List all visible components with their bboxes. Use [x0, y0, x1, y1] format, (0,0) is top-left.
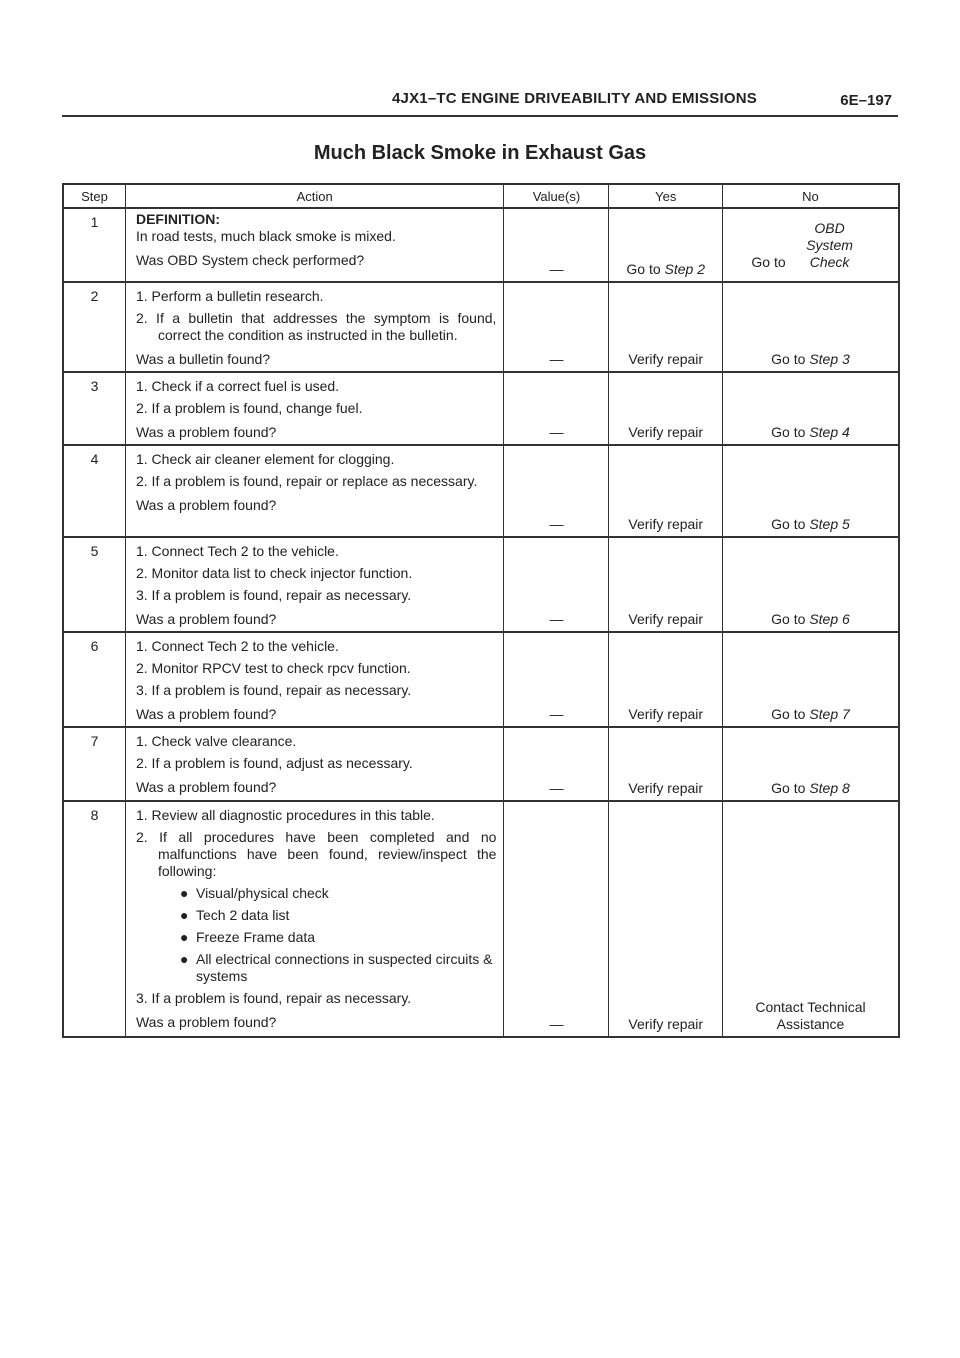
list-item: 1. Check air cleaner element for clogging. [135, 451, 395, 467]
no-cell [722, 727, 899, 801]
no-cell [722, 445, 899, 537]
action-cell [125, 282, 503, 372]
no-step-ref: Step 4 [809, 424, 850, 440]
list-item: 1. Connect Tech 2 to the vehicle. [135, 543, 339, 559]
bullet-item [136, 951, 496, 985]
question: Was a problem found? [135, 424, 277, 440]
no-text: Go to [771, 424, 810, 440]
bullet-icon: ● [179, 885, 189, 901]
list-item: 3. If a problem is found, repair as necessary. [135, 990, 412, 1006]
table-row [63, 632, 899, 727]
bullet-item [136, 929, 496, 946]
question: Was a problem found? [135, 497, 277, 513]
question: Was a problem found? [135, 611, 277, 627]
value-cell: — [504, 727, 609, 801]
bullet-text: Tech 2 data list [195, 907, 290, 923]
no-text: Go to [771, 351, 810, 367]
bullet-text: Visual/physical check [195, 885, 329, 901]
action-cell [125, 537, 503, 632]
list-item: 2. If a problem is found, repair or replace as necessary. [135, 473, 478, 489]
action-cell [125, 632, 503, 727]
list-item: 1. Perform a bulletin research. [135, 288, 324, 304]
no-cell: Contact Technical Assistance [722, 801, 899, 1037]
list-item: 2. If all procedures have been completed and no malfunctions have been found, review/inspect the following: [135, 829, 497, 879]
table-header-row [63, 184, 899, 208]
page-title: Much Black Smoke in Exhaust Gas [313, 142, 647, 164]
table-row [63, 537, 899, 632]
no-cell [722, 372, 899, 445]
no-step-ref: Step 8 [809, 780, 850, 796]
bullet-text: All electrical connections in suspected circuits & systems [195, 951, 493, 984]
yes-cell: Verify repair [609, 727, 723, 801]
table-row [63, 727, 899, 801]
no-text: Go to [771, 780, 810, 796]
question: Was a problem found? [135, 779, 277, 795]
page-number: 6E–197 [840, 92, 892, 109]
value-cell: — [504, 801, 609, 1037]
table-row [63, 801, 899, 1037]
no-cell [722, 208, 899, 282]
action-cell [125, 445, 503, 537]
yes-cell: Verify repair [609, 372, 723, 445]
action-cell [125, 372, 503, 445]
step-number: 3 [63, 372, 125, 445]
table-row [63, 208, 899, 282]
table-row [63, 282, 899, 372]
yes-cell: Verify repair [609, 632, 723, 727]
value-cell: — [504, 208, 609, 282]
action-cell [125, 727, 503, 801]
no-cell [722, 537, 899, 632]
table-row [63, 445, 899, 537]
yes-step-ref: Step 2 [664, 261, 706, 277]
list-item: 1. Check if a correct fuel is used. [135, 378, 340, 394]
yes-cell: Verify repair [609, 282, 723, 372]
table-row [63, 372, 899, 445]
question: Was OBD System check performed? [135, 252, 365, 268]
no-text: Go to [771, 611, 810, 627]
step-number: 6 [63, 632, 125, 727]
list-item: 2. Monitor RPCV test to check rpcv function. [135, 660, 411, 676]
list-item: 1. Check valve clearance. [135, 733, 297, 749]
no-text: Go to [771, 516, 810, 532]
step-number: 4 [63, 445, 125, 537]
no-text: Go to [771, 706, 810, 722]
list-item: 2. If a problem is found, change fuel. [135, 400, 363, 416]
step-number: 7 [63, 727, 125, 801]
question: Was a problem found? [135, 706, 277, 722]
yes-cell: Verify repair [609, 801, 723, 1037]
no-cell [722, 632, 899, 727]
page-header [62, 88, 898, 117]
col-action: Action [125, 184, 503, 208]
value-cell: — [504, 282, 609, 372]
list-item: 2. If a problem is found, adjust as necessary. [135, 755, 413, 771]
no-step-ref: Step 3 [809, 351, 850, 367]
step-number: 5 [63, 537, 125, 632]
value-cell: — [504, 445, 609, 537]
action-cell [125, 801, 503, 1037]
list-item: 2. If a bulletin that addresses the symptom is found, correct the condition as instructed in the bulletin. [135, 310, 497, 343]
step-number: 2 [63, 282, 125, 372]
question: Was a problem found? [135, 1014, 277, 1030]
value-cell: — [504, 632, 609, 727]
list-item: 1. Review all diagnostic procedures in this table. [135, 807, 435, 823]
action-cell [125, 208, 503, 282]
bullet-icon: ● [179, 907, 189, 923]
yes-cell [609, 208, 723, 282]
value-cell: — [504, 372, 609, 445]
no-text: Go to [751, 253, 790, 270]
col-step: Step [63, 184, 125, 208]
bullet-icon: ● [179, 929, 189, 945]
no-step-ref: Step 7 [809, 706, 850, 722]
bullet-item [136, 907, 496, 924]
bullet-item [136, 885, 496, 902]
definition-text: In road tests, much black smoke is mixed. [135, 228, 396, 244]
section-title: 4JX1–TC ENGINE DRIVEABILITY AND EMISSIONS [392, 90, 757, 107]
list-item: 3. If a problem is found, repair as necessary. [135, 682, 412, 698]
col-no: No [722, 184, 899, 208]
no-step-ref: OBD System Check [806, 219, 853, 270]
value-cell: — [504, 537, 609, 632]
no-cell [722, 282, 899, 372]
bullet-icon: ● [179, 951, 189, 967]
list-item: 2. Monitor data list to check injector function. [135, 565, 413, 581]
list-item: 3. If a problem is found, repair as necessary. [135, 587, 412, 603]
no-step-ref: Step 5 [809, 516, 850, 532]
step-number: 1 [63, 208, 125, 282]
yes-cell: Verify repair [609, 445, 723, 537]
yes-cell: Verify repair [609, 537, 723, 632]
yes-text: Go to [626, 261, 665, 277]
diagnostic-table [62, 183, 900, 1038]
col-values: Value(s) [504, 184, 609, 208]
step-number: 8 [63, 801, 125, 1037]
definition-label: DEFINITION: [135, 211, 220, 227]
bullet-text: Freeze Frame data [195, 929, 316, 945]
list-item: 1. Connect Tech 2 to the vehicle. [135, 638, 339, 654]
question: Was a bulletin found? [135, 351, 271, 367]
no-step-ref: Step 6 [809, 611, 850, 627]
col-yes: Yes [609, 184, 723, 208]
